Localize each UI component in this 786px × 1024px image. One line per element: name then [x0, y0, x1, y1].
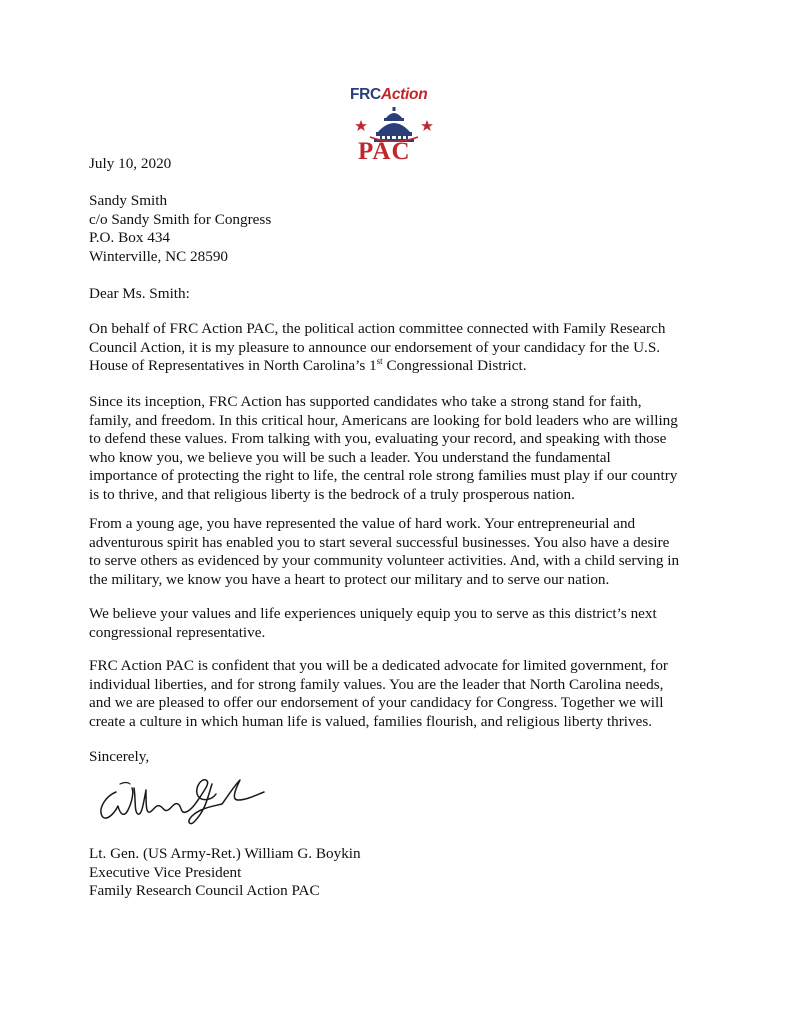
signer-block: [89, 845, 689, 901]
star-icon: [421, 120, 433, 131]
paragraph-line: From a young age, you have represented the value of hard work. Your entrepreneurial and: [89, 515, 636, 532]
paragraph-line: is to thrive, and that religious liberty is the bedrock of a truly prosperous nation.: [89, 485, 575, 503]
paragraph-line-text: House of Representatives in North Carolina’s 1: [89, 357, 377, 375]
ordinal-suffix: st: [376, 356, 383, 367]
paragraph-line: the military, we know you have a heart to protect our military and to serve our nation.: [89, 570, 610, 588]
paragraph-5: [89, 657, 689, 731]
recipient-address: [89, 192, 689, 266]
paragraph-1: [89, 320, 689, 376]
recipient-org: c/o Sandy Smith for Congress: [89, 210, 272, 228]
capitol-dome-icon: [350, 106, 438, 142]
star-icon: [355, 120, 367, 131]
logo-wordmark: [350, 86, 427, 104]
salutation: Dear Ms. Smith:: [89, 285, 190, 302]
handwritten-signature: [94, 770, 274, 828]
paragraph-line: to defend these values. From talking with you, evaluating your record, and speaking with those: [89, 430, 667, 448]
recipient-name: Sandy Smith: [89, 192, 168, 209]
paragraph-line: create a culture in which human life is valued, families flourish, and religious liberty thrives.: [89, 712, 653, 730]
paragraph-line: and we are pleased to offer our endorsement of your candidacy for Congress. Together we will: [89, 694, 664, 712]
paragraph-line: family, and freedom. In this critical hour, Americans are looking for bold leaders who are willing: [89, 411, 678, 429]
letter-date: July 10, 2020: [89, 155, 172, 172]
logo-action-text: Action: [380, 86, 428, 103]
paragraph-line: FRC Action PAC is confident that you will be a dedicated advocate for limited government, for: [89, 657, 668, 674]
paragraph-line: congressional representative.: [89, 623, 266, 641]
paragraph-2: [89, 393, 689, 505]
paragraph-line: adventurous spirit has enabled you to start several successful businesses. You also have a desire: [89, 533, 670, 551]
paragraph-line: who know you, we believe you will be such a leader. You understand the fundamental: [89, 448, 611, 466]
paragraph-line: We believe your values and life experiences uniquely equip you to serve as this district’s next: [89, 605, 657, 622]
recipient-city: Winterville, NC 28590: [89, 247, 229, 265]
frc-action-pac-logo: [346, 86, 442, 166]
paragraph-4: [89, 605, 689, 642]
paragraph-line: [89, 357, 689, 376]
paragraph-line: On behalf of FRC Action PAC, the political action committee connected with Family Research: [89, 320, 666, 337]
signer-organization: Family Research Council Action PAC: [89, 882, 320, 900]
signer-name: Lt. Gen. (US Army-Ret.) William G. Boykin: [89, 845, 361, 862]
paragraph-line: individual liberties, and for strong family values. You are the leader that North Carolina needs,: [89, 675, 664, 693]
paragraph-line: to serve others as evidenced by your community volunteer activities. And, with a child serving in: [89, 552, 680, 570]
signer-title: Executive Vice President: [89, 863, 242, 881]
paragraph-line: Since its inception, FRC Action has supported candidates who take a strong stand for faith,: [89, 393, 642, 410]
recipient-street: P.O. Box 434: [89, 229, 171, 247]
logo-frc-text: FRC: [350, 86, 381, 103]
paragraph-line-text: Congressional District.: [382, 357, 527, 375]
closing: Sincerely,: [89, 748, 150, 765]
paragraph-3: [89, 515, 689, 589]
paragraph-line: importance of protecting the right to life, the central role strong families must play if our country: [89, 467, 678, 485]
paragraph-line: Council Action, it is my pleasure to announce our endorsement of your candidacy for the U.S.: [89, 338, 661, 356]
logo-pac-text: PAC: [358, 138, 411, 165]
